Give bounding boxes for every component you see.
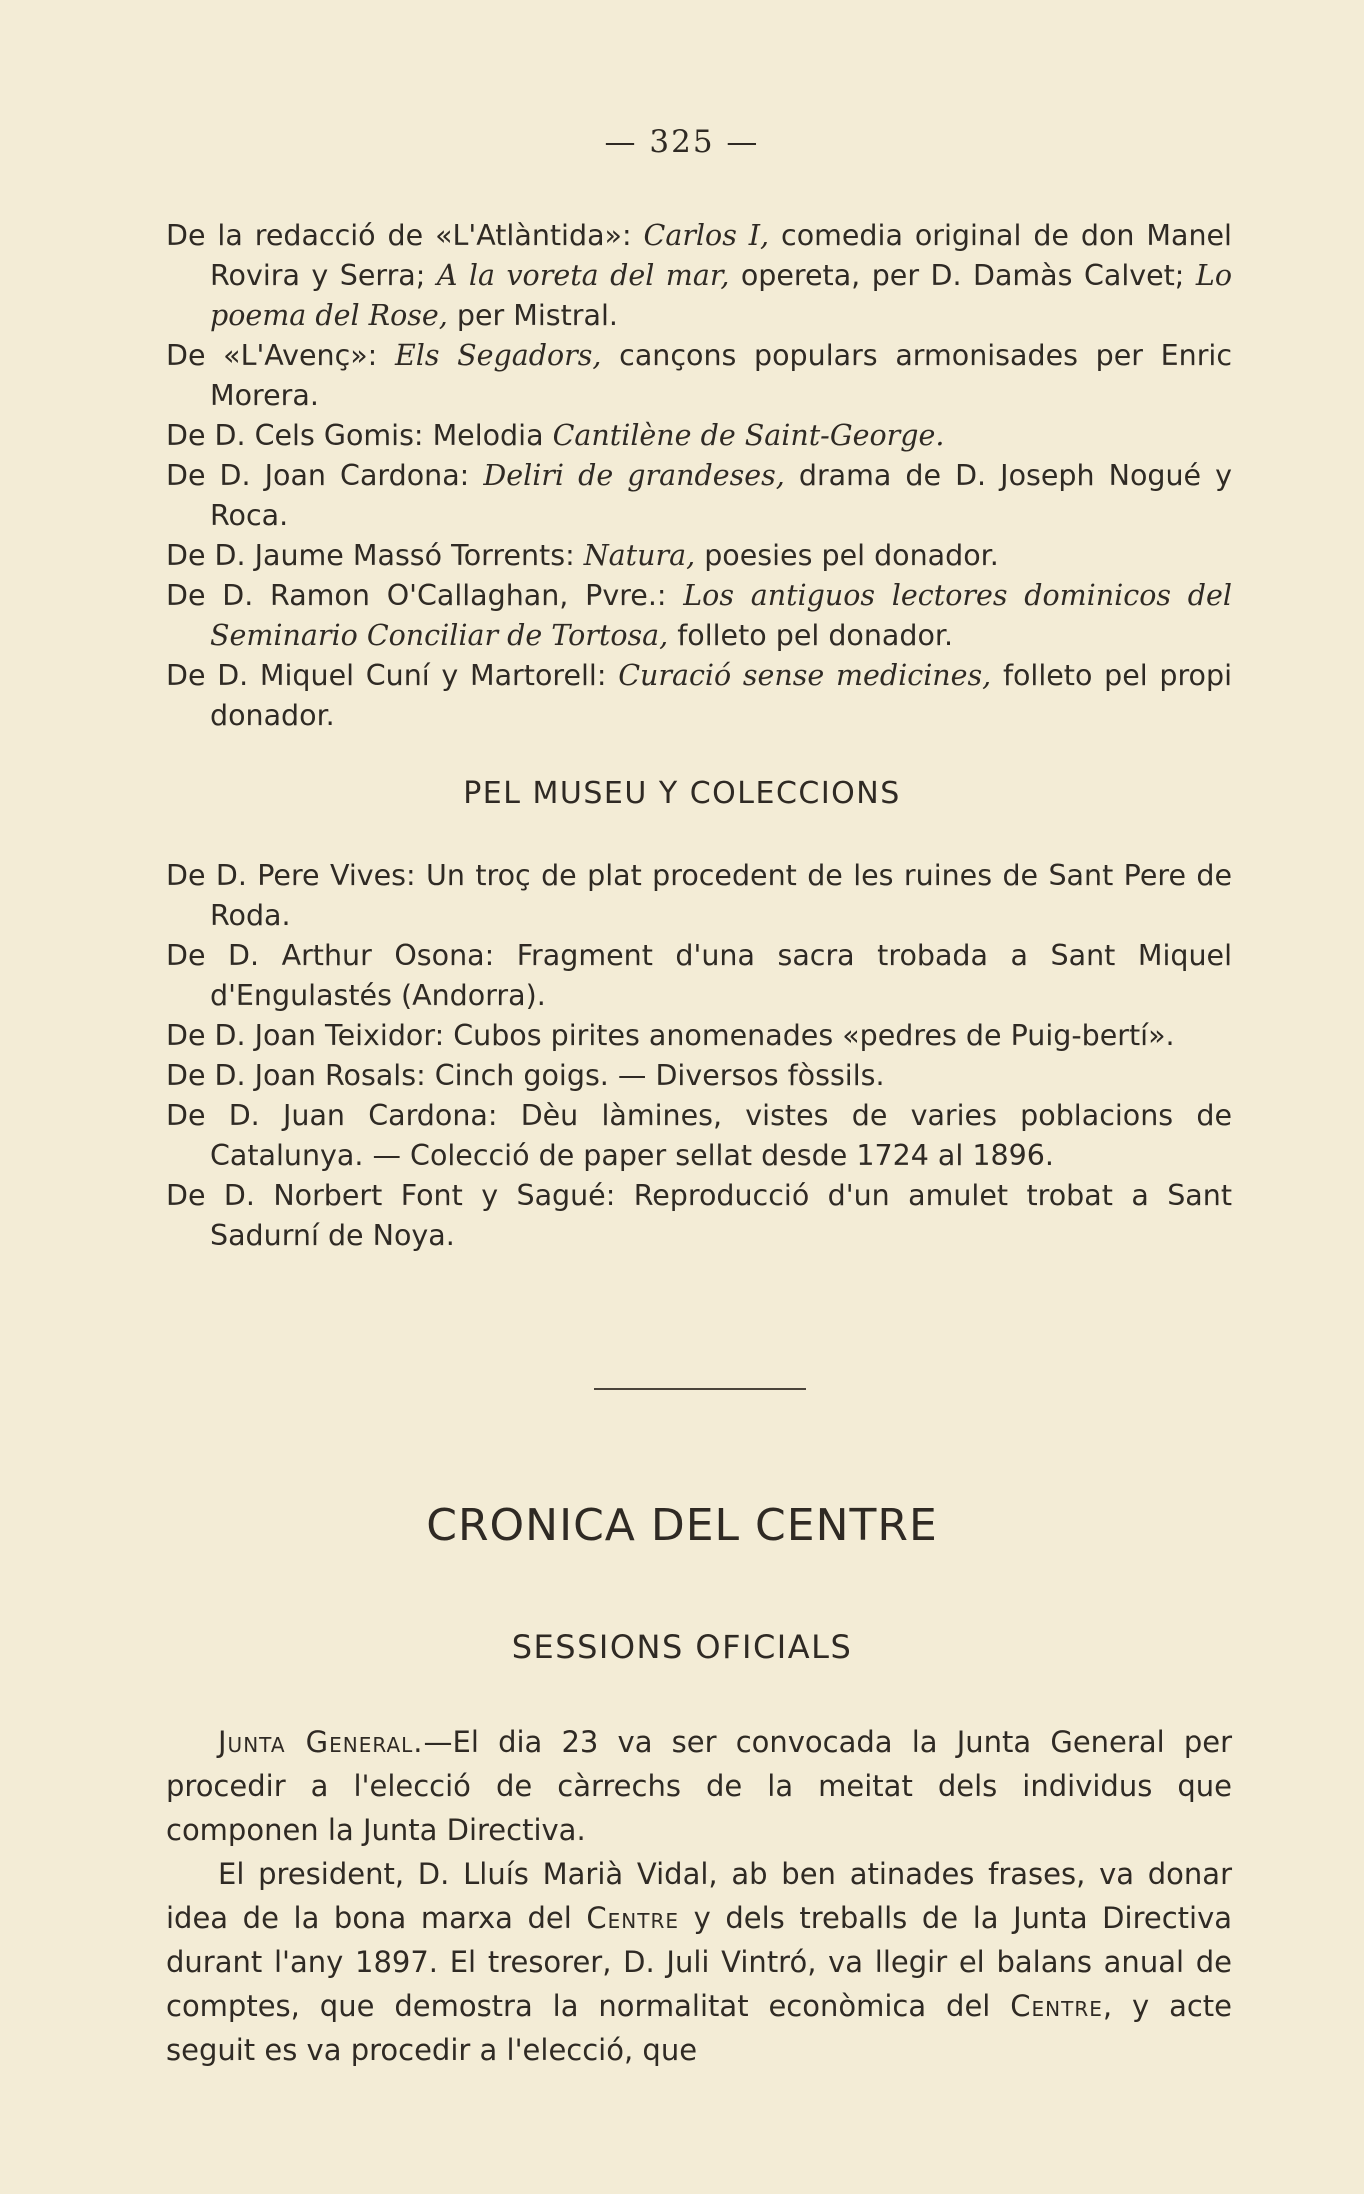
donation-text: opereta, per D. Damàs Calvet; (729, 259, 1196, 292)
paragraph-lead: Junta General. (218, 1725, 424, 1759)
donation-entry (166, 576, 1232, 656)
paragraph-text: , y acte seguit es va procedir a l'elecció, que (166, 1989, 1232, 2067)
donation-entry (166, 336, 1232, 416)
paragraph-text: y dels treballs de la Junta Directiva durant l'any 1897. El tresorer, D. Juli Vintró, va llegir el balans anual de comptes, que demostra la normalitat econòmica del (166, 1901, 1232, 2023)
donation-text: De D. Miquel Cuní y Martorell: (166, 659, 619, 692)
donation-text: poesies pel donador. (695, 539, 999, 572)
donation-title: Lo poema del Rose, (210, 259, 1232, 332)
donation-entry (166, 416, 1232, 456)
donation-entry: De D. Joan Rosals: Cinch goigs. — Diversos fòssils. (166, 1059, 885, 1092)
donation-title: Deliri de grandeses, (483, 459, 785, 492)
chronicle-title: CRONICA DEL CENTRE (426, 1500, 938, 1551)
donation-title: Natura, (583, 539, 696, 572)
donation-text: De «L'Avenç»: (166, 339, 395, 372)
donation-entry (166, 456, 1232, 536)
donation-text: per Mistral. (447, 299, 618, 332)
centre-name: Centre (586, 1901, 680, 1935)
donation-text: folleto pel propi donador. (210, 659, 1233, 732)
donation-title: Els Segadors, (394, 339, 602, 372)
museum-heading: PEL MUSEU Y COLECCIONS (463, 776, 901, 811)
donation-text: De D. Jaume Massó Torrents: (166, 539, 584, 572)
donation-entry (166, 536, 1232, 576)
donation-title: Cantilène de Saint-George. (552, 419, 945, 452)
donation-entry (166, 656, 1232, 736)
section-divider (594, 1388, 806, 1390)
paragraph-president (166, 1852, 1232, 2072)
donation-entry: De D. Juan Cardona: Dèu làmines, vistes de varies poblacions de Catalunya. — Colecció de paper sellat desde 1724 al 1896. (166, 1099, 1232, 1172)
donation-entry: De D. Pere Vives: Un troç de plat procedent de les ruines de Sant Pere de Roda. (166, 859, 1232, 932)
donation-entry: De D. Arthur Osona: Fragment d'una sacra trobada a Sant Miquel d'Engulastés (Andorra). (166, 939, 1232, 1012)
donation-text: drama de D. Joseph Nogué y Roca. (210, 459, 1232, 532)
donation-text: folleto pel donador. (668, 619, 954, 652)
donation-entry (166, 216, 1232, 336)
donation-text: cançons populars armonisades per Enric Morera. (210, 339, 1232, 412)
paragraph-text: —El dia 23 va ser convocada la Junta General per procedir a l'elecció de càrrechs de la meitat dels individus que componen la Junta Directiva. (166, 1725, 1232, 1847)
donation-title: Los antiguos lectores dominicos del Seminario Conciliar de Tortosa, (210, 579, 1232, 652)
donation-text: De D. Cels Gomis: Melodia (166, 419, 553, 452)
page-number: — 325 — (604, 124, 760, 160)
museum-donations-list (166, 856, 1232, 1256)
donation-text: comedia original de don Manel Rovira y Serra; (210, 219, 1232, 292)
paragraph-text: El president, D. Lluís Marià Vidal, ab ben atinades frases, va donar idea de la bona marxa del (166, 1857, 1232, 1935)
donation-title: A la voreta del mar, (436, 259, 730, 292)
donation-entry: De D. Norbert Font y Sagué: Reproducció d'un amulet trobat a Sant Sadurní de Noya. (166, 1179, 1232, 1252)
centre-name: Centre (1010, 1989, 1103, 2023)
donation-text: De la redacció de «L'Atlàntida»: (166, 219, 644, 252)
donation-entry: De D. Joan Teixidor: Cubos pirites anomenades «pedres de Puig-bertí». (166, 1019, 1175, 1052)
donation-text: De D. Joan Cardona: (166, 459, 484, 492)
sessions-heading: SESSIONS OFICIALS (511, 1628, 853, 1666)
paragraph-junta-general (166, 1720, 1232, 1852)
donation-text: De D. Ramon O'Callaghan, Pvre.: (166, 579, 684, 612)
donation-title: Carlos I, (643, 219, 770, 252)
book-donations-list (166, 216, 1232, 736)
donation-title: Curació sense medicines, (618, 659, 992, 692)
